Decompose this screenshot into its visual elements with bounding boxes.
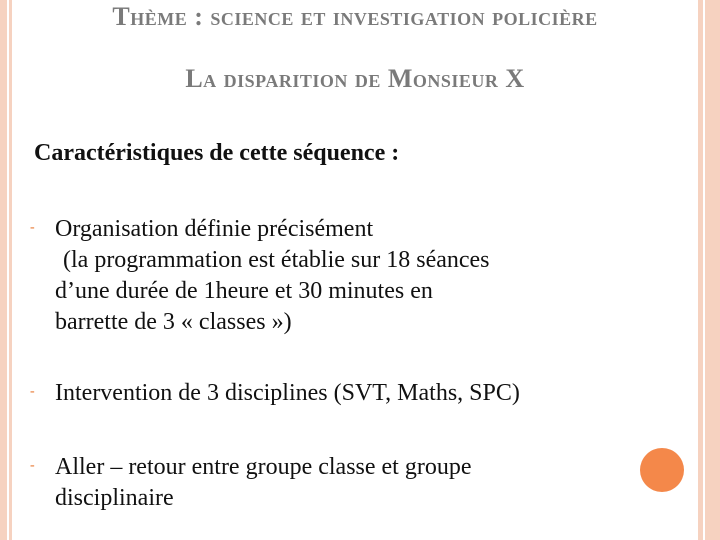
bullet-line: Intervention de 3 disciplines (SVT, Maths, SPC) [55,380,520,406]
bullet-line: Organisation définie précisément [55,216,374,242]
bullet-item [30,214,680,338]
bullet-line: Aller – retour entre groupe classe et groupe [55,454,472,480]
slide-title: Thème : science et investigation policière [112,2,598,31]
slide-subtitle: La disparition de Monsieur X [185,64,525,93]
bullet-marker: - [30,220,35,235]
left-border-decoration [0,0,12,540]
bullet-marker: - [30,384,35,399]
section-heading: Caractéristiques de cette séquence : [34,140,400,166]
bullet-text [55,452,680,514]
bullet-item [30,378,680,409]
bullet-marker: - [30,458,35,473]
bullet-text [55,214,680,338]
bullet-line: (la programmation est établie sur 18 séances [63,247,490,273]
bullet-text [55,378,680,409]
decorative-circle [640,448,684,492]
bullet-line: disciplinaire [55,485,174,511]
bullet-item [30,452,680,514]
bullet-line: d’une durée de 1heure et 30 minutes en [55,278,433,304]
bullet-line: barrette de 3 « classes ») [55,309,292,335]
right-border-decoration [698,0,720,540]
